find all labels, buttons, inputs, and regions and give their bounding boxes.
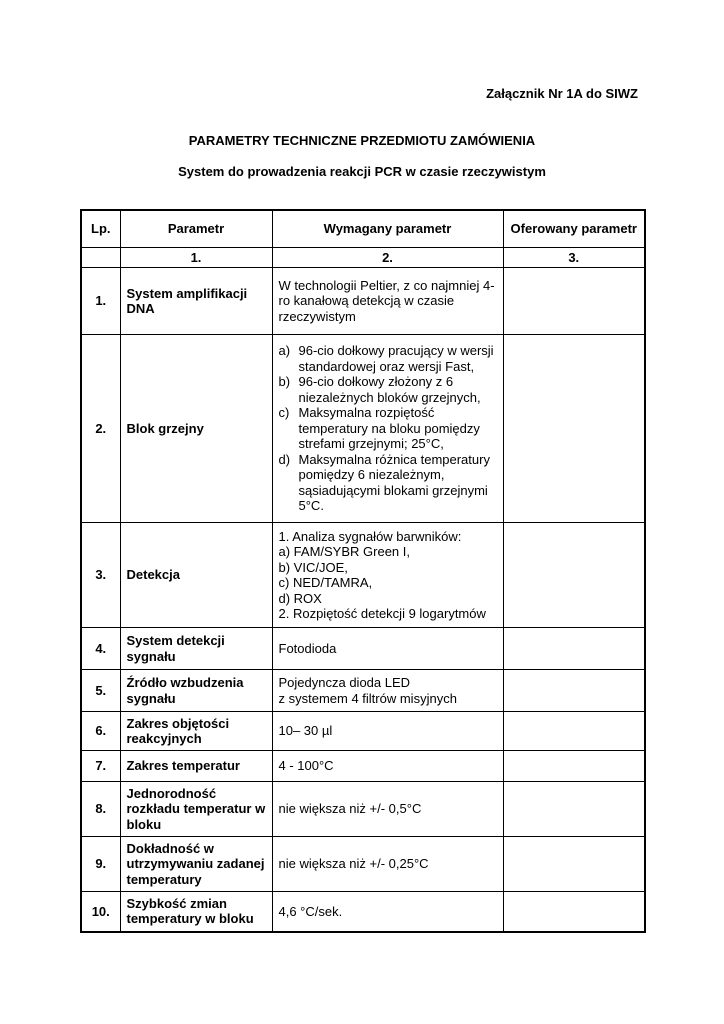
row-offered: [503, 268, 645, 335]
annex-label: Załącznik Nr 1A do SIWZ: [486, 86, 638, 101]
row-param: Zakres objętości reakcyjnych: [120, 712, 272, 751]
table-row: [81, 268, 645, 335]
row-param: System detekcji sygnału: [120, 628, 272, 670]
table-row: [81, 782, 645, 837]
req-line: z systemem 4 filtrów misyjnych: [278, 690, 457, 706]
row-offered: [503, 751, 645, 782]
header-number-1: 1.: [120, 247, 272, 268]
req-line: d) ROX: [278, 590, 322, 606]
row-lp: 5.: [81, 670, 120, 712]
req-line: 2. Rozpiętość detekcji 9 logarytmów: [278, 606, 486, 621]
list-item: a) 96-cio dołkowy pracujący w wersji standardowej oraz wersji Fast,: [278, 343, 494, 374]
row-param: System amplifikacji DNA: [120, 268, 272, 335]
row-offered: [503, 670, 645, 712]
header-number-2: 2.: [272, 247, 503, 268]
row-req: nie większa niż +/- 0,5°C: [272, 782, 503, 837]
table-row: [81, 751, 645, 782]
list-item: c) Maksymalna rozpiętość temperatury na bloku pomiędzy strefami grzejnymi; 25°C,: [278, 405, 480, 452]
row-lp: 4.: [81, 628, 120, 670]
header-wymagany: Wymagany parametr: [272, 210, 503, 247]
req-line: c) NED/TAMRA,: [278, 575, 373, 590]
row-req: Fotodioda: [272, 628, 503, 670]
req-line: b) VIC/JOE,: [278, 559, 348, 575]
row-lp: 1.: [81, 268, 120, 335]
row-req: [272, 335, 503, 523]
row-offered: [503, 892, 645, 932]
row-req: 10– 30 µl: [272, 712, 503, 751]
header-parametr: Parametr: [120, 210, 272, 247]
row-param: Źródło wzbudzenia sygnału: [120, 670, 272, 712]
list-item: b) 96-cio dołkowy złożony z 6 niezależnych bloków grzejnych,: [278, 374, 481, 405]
row-req: [272, 670, 503, 712]
row-offered: [503, 782, 645, 837]
row-req: 4 - 100°C: [272, 751, 503, 782]
row-param: Zakres temperatur: [120, 751, 272, 782]
row-param: Detekcja: [120, 523, 272, 628]
table-row: [81, 670, 645, 712]
req-line: a) FAM/SYBR Green I,: [278, 544, 410, 559]
row-lp: 3.: [81, 523, 120, 628]
row-lp: 8.: [81, 782, 120, 837]
row-lp: 9.: [81, 837, 120, 892]
row-req: W technologii Peltier, z co najmniej 4-ro kanałową detekcją w czasie rzeczywistym: [272, 268, 503, 335]
list-item: d) Maksymalna różnica temperatury pomiędzy 6 niezależnym, sąsiadującymi blokami grzejnymi 5°C.: [278, 451, 490, 514]
row-offered: [503, 523, 645, 628]
row-param: Jednorodność rozkładu temperatur w bloku: [120, 782, 272, 837]
header-number-3: 3.: [503, 247, 645, 268]
table-row: [81, 837, 645, 892]
parameters-table: [80, 209, 646, 933]
row-offered: [503, 628, 645, 670]
table-row: [81, 712, 645, 751]
row-param: Blok grzejny: [120, 335, 272, 523]
table-row: [81, 628, 645, 670]
row-param: Dokładność w utrzymywaniu zadanej temperatury: [120, 837, 272, 892]
row-lp: 7.: [81, 751, 120, 782]
row-req: nie większa niż +/- 0,25°C: [272, 837, 503, 892]
row-offered: [503, 335, 645, 523]
table-row: [81, 335, 645, 523]
row-lp: 2.: [81, 335, 120, 523]
req-line: Pojedyncza dioda LED: [278, 675, 411, 690]
row-param: Szybkość zmian temperatury w bloku: [120, 892, 272, 932]
row-lp: 10.: [81, 892, 120, 932]
row-req: [272, 523, 503, 628]
document-title: PARAMETRY TECHNICZNE PRZEDMIOTU ZAMÓWIENIA: [188, 133, 536, 148]
header-lp: Lp.: [81, 210, 120, 247]
row-offered: [503, 712, 645, 751]
table-row: [81, 892, 645, 932]
req-line: 1. Analiza sygnałów barwników:: [278, 528, 462, 544]
table-row: [81, 523, 645, 628]
row-lp: 6.: [81, 712, 120, 751]
header-number-blank: [81, 247, 120, 268]
document-subtitle: System do prowadzenia reakcji PCR w czasie rzeczywistym: [178, 164, 546, 179]
row-offered: [503, 837, 645, 892]
row-req: 4,6 °C/sek.: [272, 892, 503, 932]
header-oferowany: Oferowany parametr: [503, 210, 645, 247]
